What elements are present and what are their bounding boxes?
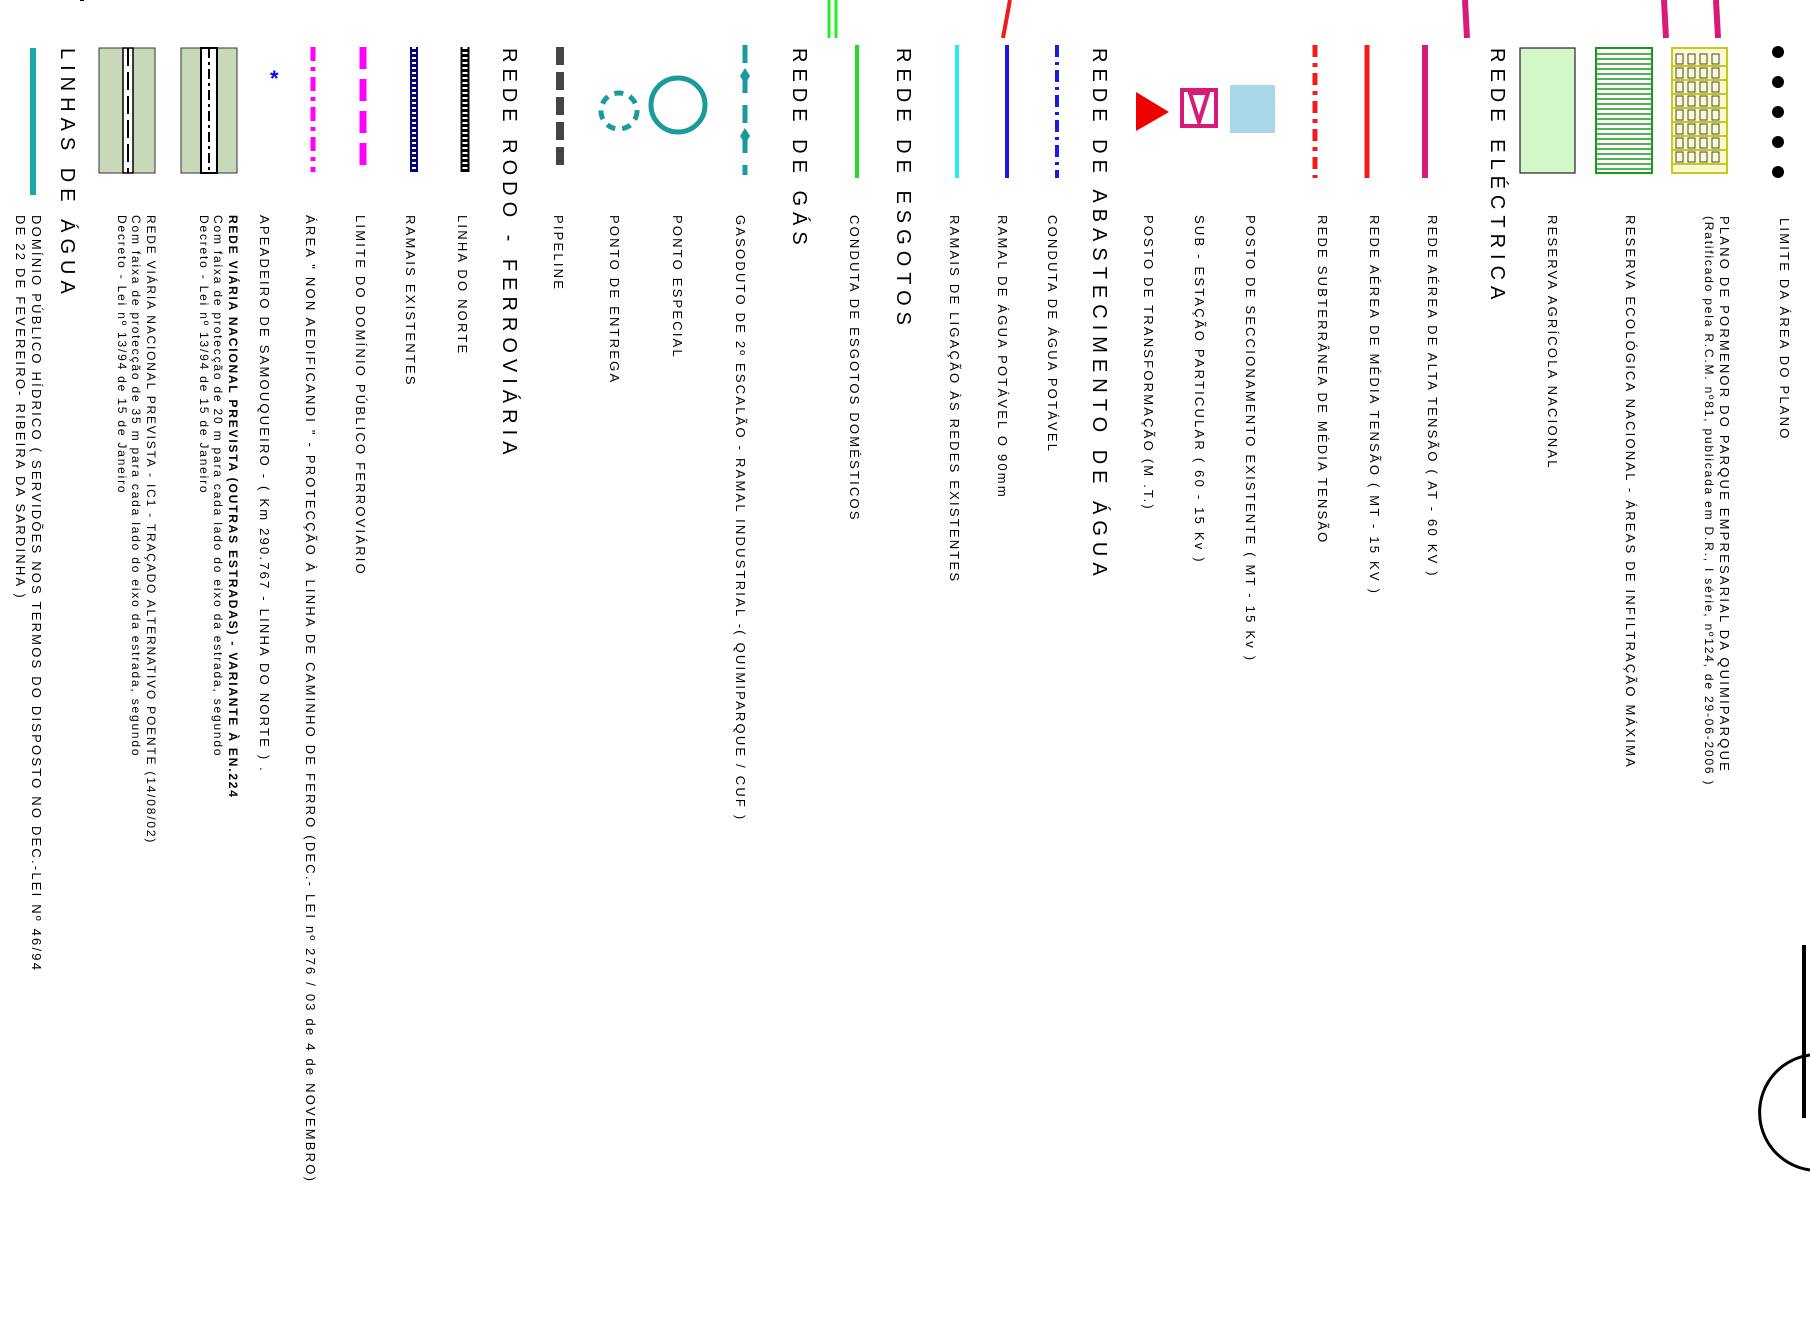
gas-header: REDE DE GÁS (788, 48, 810, 251)
variante-line1: REDE VIÁRIA NACIONAL PREVISTA (OUTRAS ESTRADAS) - VARIANTE À EN.224 (226, 215, 240, 799)
seccionamento-square-icon (1230, 85, 1275, 133)
linha-norte-label: LINHA DO NORTE (455, 215, 470, 356)
plano-pormenor-grid-icon (1672, 48, 1727, 173)
alta-tensao-line-fragment-2 (1664, 0, 1666, 38)
reserva-agricola-label: RESERVA AGRÍCOLA NACIONAL (1545, 215, 1560, 470)
plano-pormenor-line1: PLANO DE PORMENOR DO PARQUE EMPRESARIAL DA QUIMIPARQUE (1717, 216, 1732, 774)
apeadeiro-label: APEADEIRO DE SAMOUQUEIRO - ( Km 290.767 - LINHA DO NORTE ) . (257, 215, 272, 773)
linhas-agua-label (12, 215, 44, 972)
ramais-existentes-label: RAMAIS EXISTENTES (403, 215, 418, 387)
limite-dominio-label: LIMITE DO DOMÍNIO PÚBLICO FERROVIÁRIO (353, 215, 368, 576)
ponto-entrega-label: PONTO DE ENTREGA (607, 215, 622, 385)
ramal-agua-label: RAMAL DE ÁGUA POTÁVEL O 90mm (995, 215, 1010, 499)
plano-pormenor-line2: (Ratificado pela R.C.M. nº81, publicada em D.R., I série, nº124, de 29-06-2006 ) (1702, 216, 1717, 787)
ren-hatch-icon (1596, 48, 1652, 173)
north-arrow-icon (1760, 945, 1810, 1170)
esgotos-conduta-label: CONDUTA DE ESGOTOS DOMÉSTICOS (847, 215, 862, 522)
gasoduto-line-icon (740, 45, 750, 175)
ponto-entrega-circle-icon (601, 93, 637, 129)
limite-area-plano-label: LIMITE DA ÁREA DO PLANO (1777, 218, 1792, 441)
reserva-ecologica-label: RESERVA ECOLÓGICA NACIONAL - ÁREAS DE INFILTRAÇÃO MÁXIMA (1623, 215, 1638, 769)
ic1-label (114, 215, 158, 844)
plano-pormenor-label (1702, 216, 1732, 786)
abastecimento-header: REDE DE ABASTECIMENTO DE ÁGUA (1088, 48, 1110, 582)
seccionamento-label: POSTO DE SECCIONAMENTO EXISTENTE ( MT - 15 Kv ) (1243, 215, 1258, 663)
pipeline-label: PIPELINE (551, 215, 566, 292)
subterranea-label: REDE SUBTERRÂNEA DE MÉDIA TENSÃO (1315, 215, 1330, 545)
linhas-agua-line2: DE 22 DE FEVEREIRO- RIBEIRA DA SARDINHA ) (13, 215, 29, 600)
transformacao-triangle-icon (1136, 92, 1169, 131)
variante-road-icon (181, 48, 237, 173)
ponto-especial-label: PONTO ESPECIAL (670, 215, 685, 359)
ic1-line2: Com faixa de protecção de 35 m para cada lado do eixo da estrada, segundo (129, 215, 144, 758)
ran-swatch-icon (1520, 48, 1575, 173)
apeadeiro-asterisk-icon: * (270, 66, 279, 91)
media-tensao-label: REDE AÉREA DE MÉDIA TENSÃO ( MT - 15 KV ) (1367, 215, 1382, 596)
variante-line3: Decreto - Lei nº 13/94 de 15 de Janeiro (196, 215, 211, 495)
ic1-line1: REDE VIÁRIA NACIONAL PREVISTA - IC1 - TRAÇADO ALTERNATIVO POENTE (14/08/02) (144, 215, 158, 845)
area-non-aedificandi-label: ÁREA " NON AEDIFICANDI " - PROTECÇÃO À LINHA DE CAMINHO DE FERRO (DEC.- LEI nº 276 / 03 de 4 de NOVEMBRO) (303, 215, 318, 1184)
ponto-especial-circle-icon (651, 78, 705, 132)
variante-label (196, 215, 240, 799)
sub-estacao-label: SUB - ESTAÇÃO PARTICULAR ( 60 - 15 Kv ) (1192, 215, 1207, 564)
variante-line2: Com faixa de protecção de 20 m para cada lado do eixo da estrada, segundo (211, 215, 226, 758)
esgotos-header: REDE DE ESGOTOS (892, 48, 914, 332)
transformacao-label: POSTO DE TRANSFORMAÇÃO (M .T.) (1141, 215, 1156, 511)
sub-estacao-icon (1182, 90, 1216, 126)
alta-tensao-line-fragment (1465, 0, 1467, 38)
media-tensao-line-fragment (1003, 0, 1010, 38)
alta-tensao-label: REDE AÉREA DE ALTA TENSÃO ( AT - 60 KV ) (1425, 215, 1440, 578)
conduta-agua-label: CONDUTA DE ÁGUA POTÁVEL (1045, 215, 1060, 454)
linhas-agua-line1: DOMÍNIO PÚBLICO HÍDRICO ( SERVIDÕES NOS TERMOS DO DISPOSTO NO DEC.-LEI Nº 46/94 (29, 215, 44, 973)
linhas-agua-header: LINHAS DE ÁGUA (56, 48, 78, 300)
alta-tensao-line-fragment-3 (1716, 0, 1718, 38)
rede-electrica-header: REDE ELÉCTRICA (1486, 48, 1508, 306)
rodo-ferroviaria-header: REDE RODO - FERROVIÁRIA (498, 48, 520, 461)
ramais-ligacao-label: RAMAIS DE LIGAÇÃO ÀS REDES EXISTENTES (947, 215, 962, 584)
gasoduto-label: GASODUTO DE 2º ESCALÃO - RAMAL INDUSTRIAL -( QUIMIPARQUE / CUF ) (733, 215, 748, 822)
boundary-dots-icon (1772, 46, 1784, 178)
ic1-road-icon (99, 48, 155, 173)
ic1-line3: Decreto - Lei nº 13/94 de 15 de Janeiro (114, 215, 129, 495)
